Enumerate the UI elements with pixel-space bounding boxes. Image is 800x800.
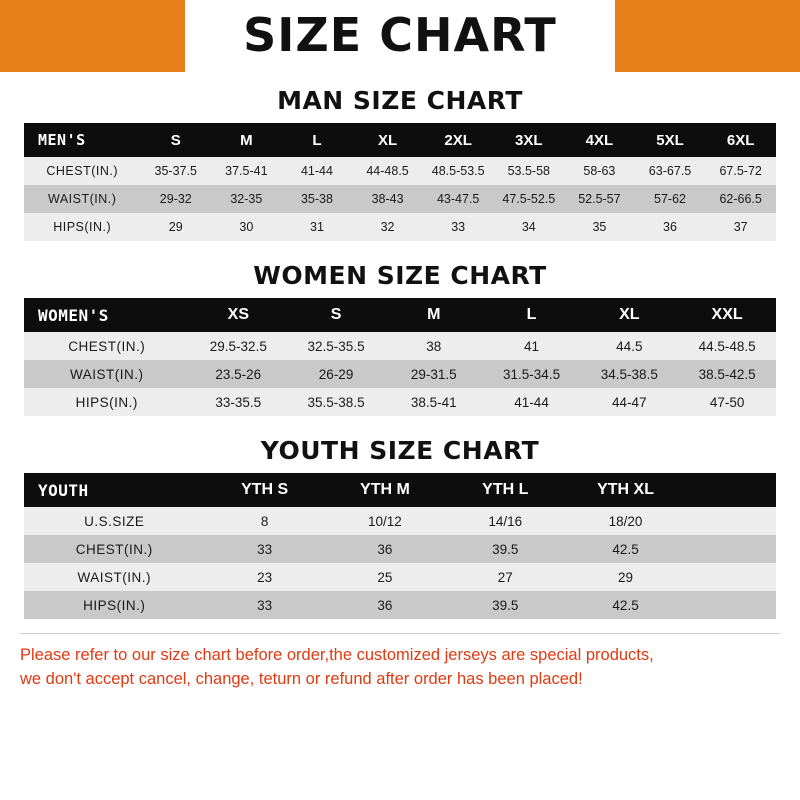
column-header: XL	[580, 298, 678, 332]
table-cell: 35-37.5	[140, 157, 211, 185]
table-cell: 36	[325, 591, 445, 619]
table-row	[24, 360, 776, 388]
row-label: HIPS(IN.)	[24, 213, 140, 241]
table-cell: 58-63	[564, 157, 635, 185]
table-cell: 42.5	[565, 591, 685, 619]
row-label: CHEST(IN.)	[24, 157, 140, 185]
table-wrap-youth	[24, 473, 776, 619]
footer-note	[20, 633, 780, 692]
table-cell: 52.5-57	[564, 185, 635, 213]
table-cell: 37	[705, 213, 776, 241]
column-header: L	[483, 298, 581, 332]
column-header: 5XL	[635, 123, 706, 157]
row-label: HIPS(IN.)	[24, 388, 189, 416]
table-cell: 44-47	[580, 388, 678, 416]
table-cell: 47.5-52.5	[493, 185, 564, 213]
section-women	[0, 261, 800, 416]
table-cell: 25	[325, 563, 445, 591]
row-label-header: MEN'S	[24, 123, 140, 157]
row-label: CHEST(IN.)	[24, 535, 204, 563]
table-cell: 39.5	[445, 591, 565, 619]
table-cell-spacer	[686, 563, 776, 591]
table-cell: 33	[423, 213, 494, 241]
table-cell: 38.5-41	[385, 388, 483, 416]
table-row	[24, 535, 776, 563]
table-cell: 23.5-26	[189, 360, 287, 388]
table-cell: 33	[204, 591, 324, 619]
table-cell: 33	[204, 535, 324, 563]
table-cell: 35	[564, 213, 635, 241]
table-row	[24, 213, 776, 241]
row-label: HIPS(IN.)	[24, 591, 204, 619]
table-cell: 41-44	[282, 157, 353, 185]
youth-size-table	[24, 473, 776, 619]
row-label: U.S.SIZE	[24, 507, 204, 535]
table-row	[24, 388, 776, 416]
table-cell: 32.5-35.5	[287, 332, 385, 360]
table-row	[24, 332, 776, 360]
table-row	[24, 157, 776, 185]
table-row	[24, 563, 776, 591]
table-cell: 33-35.5	[189, 388, 287, 416]
table-cell: 39.5	[445, 535, 565, 563]
section-man	[0, 86, 800, 241]
column-header: 3XL	[493, 123, 564, 157]
table-cell: 10/12	[325, 507, 445, 535]
table-cell: 36	[325, 535, 445, 563]
column-header: 4XL	[564, 123, 635, 157]
column-header: XXL	[678, 298, 776, 332]
man-size-table	[24, 123, 776, 241]
row-label: WAIST(IN.)	[24, 360, 189, 388]
column-header: 6XL	[705, 123, 776, 157]
table-cell: 32	[352, 213, 423, 241]
table-cell: 57-62	[635, 185, 706, 213]
row-label-header: YOUTH	[24, 473, 204, 507]
table-cell: 29	[140, 213, 211, 241]
column-header: M	[385, 298, 483, 332]
section-title-women: WOMEN SIZE CHART	[253, 261, 547, 290]
column-header-spacer	[686, 473, 776, 507]
table-cell: 41	[483, 332, 581, 360]
table-cell: 63-67.5	[635, 157, 706, 185]
women-size-table	[24, 298, 776, 416]
table-cell: 38.5-42.5	[678, 360, 776, 388]
header-banner-inner	[185, 0, 615, 72]
column-header: YTH XL	[565, 473, 685, 507]
table-cell: 18/20	[565, 507, 685, 535]
table-cell-spacer	[686, 591, 776, 619]
table-cell: 29-32	[140, 185, 211, 213]
table-cell: 44-48.5	[352, 157, 423, 185]
column-header: S	[140, 123, 211, 157]
table-cell: 34	[493, 213, 564, 241]
table-row	[24, 185, 776, 213]
table-cell: 31.5-34.5	[483, 360, 581, 388]
table-cell: 30	[211, 213, 282, 241]
table-cell: 53.5-58	[493, 157, 564, 185]
table-cell: 23	[204, 563, 324, 591]
row-label: WAIST(IN.)	[24, 563, 204, 591]
table-cell: 26-29	[287, 360, 385, 388]
table-cell: 36	[635, 213, 706, 241]
table-cell: 29-31.5	[385, 360, 483, 388]
header-banner	[0, 0, 800, 72]
section-title-man: MAN SIZE CHART	[277, 86, 523, 115]
table-cell-spacer	[686, 535, 776, 563]
table-cell: 29	[565, 563, 685, 591]
column-header: XS	[189, 298, 287, 332]
page-title: SIZE CHART	[243, 8, 557, 62]
column-header: S	[287, 298, 385, 332]
table-cell: 27	[445, 563, 565, 591]
table-header-row	[24, 123, 776, 157]
table-cell: 48.5-53.5	[423, 157, 494, 185]
table-wrap-man	[24, 123, 776, 241]
table-cell: 14/16	[445, 507, 565, 535]
table-cell: 67.5-72	[705, 157, 776, 185]
table-cell: 37.5-41	[211, 157, 282, 185]
row-label: WAIST(IN.)	[24, 185, 140, 213]
table-cell: 34.5-38.5	[580, 360, 678, 388]
footer-note-line-1: Please refer to our size chart before order,the customized jerseys are special products,	[20, 646, 654, 664]
table-cell: 29.5-32.5	[189, 332, 287, 360]
row-label: CHEST(IN.)	[24, 332, 189, 360]
section-title-youth: YOUTH SIZE CHART	[260, 436, 540, 465]
table-cell: 35-38	[282, 185, 353, 213]
table-cell: 32-35	[211, 185, 282, 213]
column-header: YTH L	[445, 473, 565, 507]
table-cell: 31	[282, 213, 353, 241]
column-header: M	[211, 123, 282, 157]
table-cell: 44.5	[580, 332, 678, 360]
table-cell-spacer	[686, 507, 776, 535]
table-cell: 38-43	[352, 185, 423, 213]
table-header-row	[24, 473, 776, 507]
column-header: 2XL	[423, 123, 494, 157]
row-label-header: WOMEN'S	[24, 298, 189, 332]
table-cell: 44.5-48.5	[678, 332, 776, 360]
footer-note-line-2: we don't accept cancel, change, teturn or refund after order has been placed!	[20, 669, 583, 688]
table-header-row	[24, 298, 776, 332]
table-cell: 62-66.5	[705, 185, 776, 213]
table-cell: 43-47.5	[423, 185, 494, 213]
table-wrap-women	[24, 298, 776, 416]
table-cell: 35.5-38.5	[287, 388, 385, 416]
table-cell: 8	[204, 507, 324, 535]
section-youth	[0, 436, 800, 619]
table-row	[24, 591, 776, 619]
column-header: YTH M	[325, 473, 445, 507]
table-cell: 38	[385, 332, 483, 360]
table-cell: 42.5	[565, 535, 685, 563]
table-cell: 47-50	[678, 388, 776, 416]
column-header: XL	[352, 123, 423, 157]
column-header: L	[282, 123, 353, 157]
table-row	[24, 507, 776, 535]
table-cell: 41-44	[483, 388, 581, 416]
column-header: YTH S	[204, 473, 324, 507]
